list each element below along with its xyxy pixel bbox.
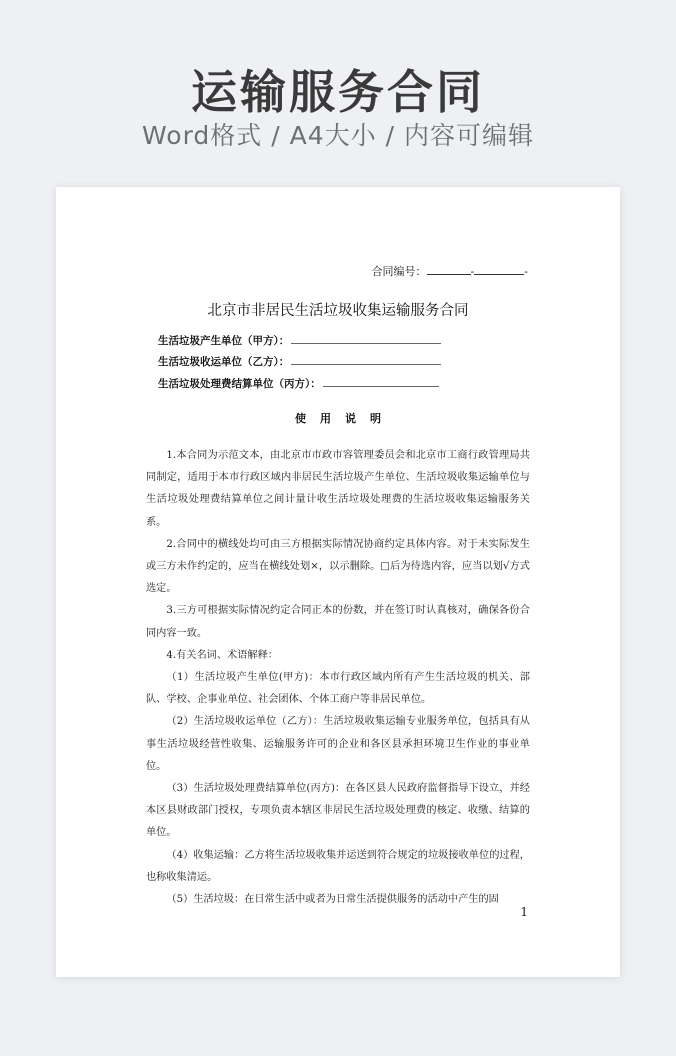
- party-c-label: 生活垃圾处理费结算单位（丙方）：: [158, 378, 321, 390]
- party-b-blank: [291, 353, 441, 365]
- party-c: [158, 375, 439, 391]
- banner-subtitle: Word格式 / A4大小 / 内容可编辑: [142, 121, 534, 150]
- document-page: [56, 187, 620, 977]
- banner-title: 运输服务合同: [191, 65, 485, 119]
- paragraph: 1.本合同为示范文本，由北京市市政市容管理委员会和北京市工商行政管理局共同制定，适用于本市行政区域内非居民生活垃圾产生单位、生活垃圾收集运输单位与生活垃圾处理费结算单位之间计量计收生活垃圾处理费的生活垃圾收集运输服务关系。: [146, 450, 530, 528]
- paragraph: （3）生活垃圾处理费结算单位(丙方)：在各区县人民政府监督指导下设立，并经本区县财政部门授权，专项负责本辖区非居民生活垃圾处理费的核定、收缴、结算的单位。: [146, 783, 530, 839]
- contract-number-sep-2: -: [524, 265, 528, 278]
- party-a-label: 生活垃圾产生单位（甲方）：: [158, 335, 290, 347]
- paragraph: 4.有关名词、术语解释：: [166, 649, 278, 661]
- contract-number-label: 合同编号：: [371, 265, 427, 278]
- page-number: 1: [520, 905, 528, 919]
- paragraph: （2）生活垃圾收运单位（乙方）：生活垃圾收集运输专业服务单位，包括具有从事生活垃圾经营性收集、运输服务许可的企业和各区县承担环境卫生作业的事业单位。: [146, 716, 530, 772]
- instructions-body: [146, 445, 530, 911]
- paragraph: （1）生活垃圾产生单位(甲方)：本市行政区域内所有产生生活垃圾的机关、部队、学校、企事业单位、社会团体、个体工商户等非居民单位。: [146, 672, 530, 706]
- party-b: [158, 353, 441, 369]
- document-title: 北京市非居民生活垃圾收集运输服务合同: [207, 303, 469, 319]
- paragraph: （5）生活垃圾：在日常生活中或者为日常生活提供服务的活动中产生的固: [166, 894, 499, 906]
- contract-number: [372, 264, 528, 280]
- party-a-blank: [291, 332, 441, 344]
- party-c-blank: [323, 375, 439, 387]
- paragraph: （4）收集运输：乙方将生活垃圾收集并运送到符合规定的垃圾接收单位的过程，也称收集清运。: [146, 849, 530, 883]
- party-b-label: 生活垃圾收运单位（乙方）：: [158, 356, 290, 368]
- contract-number-blank-1: [427, 264, 471, 275]
- contract-number-sep-1: -: [470, 265, 475, 278]
- contract-number-blank-2: [474, 264, 524, 275]
- party-a: [158, 332, 441, 348]
- section-heading: 使用说明: [295, 412, 395, 425]
- paragraph: 3.三方可根据实际情况约定合同正本的份数，并在签订时认真核对，确保各份合同内容一致。: [146, 605, 530, 639]
- paragraph: 2.合同中的横线处均可由三方根据实际情况协商约定具体内容。对于未实际发生或三方未作约定的，应当在横线处划×，以示删除。□后为待选内容，应当以划√方式选定。: [146, 538, 530, 595]
